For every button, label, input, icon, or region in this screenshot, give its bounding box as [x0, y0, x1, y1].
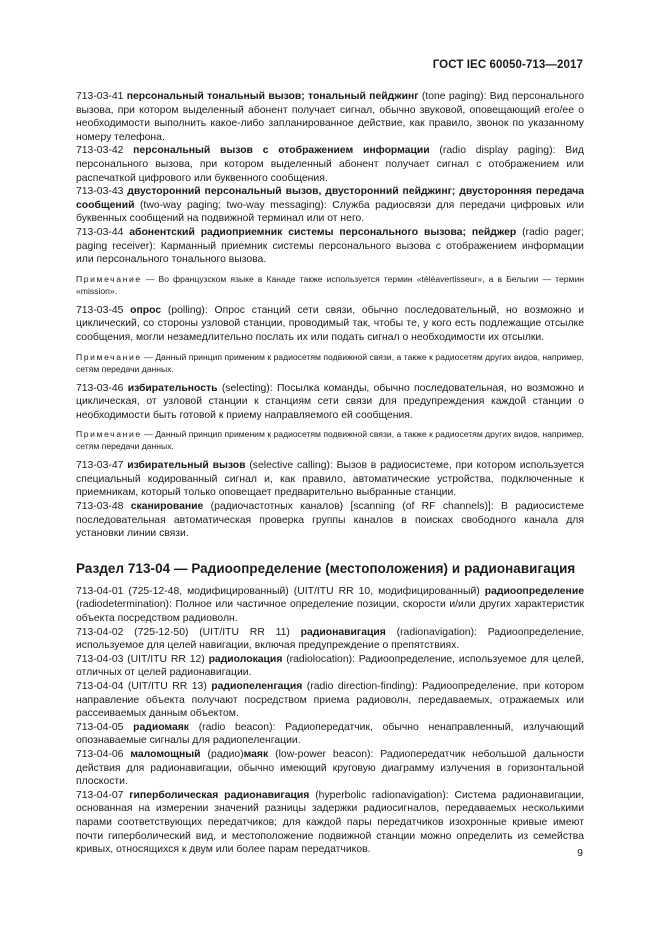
entry-definition: (radiodetermination): Полное или частичное определение позиции, скорости и/или других характеристик объекта посредством радиоволн. [76, 599, 584, 625]
entry-definition: (radionavigation): Радиоопределение, используемое для целей навигации, включая предупреждение о препятствиях. [76, 626, 584, 652]
entry-713-03-48 [76, 500, 584, 541]
entry-number: 713-04-03 (UIT/ITU RR 12) [76, 653, 209, 665]
document-header: ГОСТ IEC 60050-713—2017 [432, 59, 583, 71]
entry-number: 713-03-45 [76, 304, 124, 316]
note-text: — Во французском языке в Канаде также используется термин «téléavertisseur», а в Бельгии — термин «mission». [76, 273, 584, 296]
entry-term: гиперболическая радионавигация [129, 789, 310, 801]
section-title: Раздел 713-04 — Радиоопределение (местоположения) и радионавигация [76, 560, 576, 576]
note-label: Примечание [76, 351, 142, 362]
entry-713-04-04 [76, 680, 584, 721]
entry-definition: (радиочастотных каналов) [scanning (of RF channels)]: В радиосистеме последовательная автоматическая проверка группы каналов в поисках свободного канала для установки линии связи. [76, 501, 584, 540]
note-label: Примечание [76, 429, 142, 440]
entry-713-03-43 [76, 185, 584, 226]
entry-definition: (radio beacon): Радиопередатчик, обычно ненаправленный, излучающий опознаваемые сигналы для радиопеленгации. [76, 721, 585, 747]
entry-term: абонентский радиоприемник системы персонального вызова; пейджер [129, 226, 517, 238]
entry-713-04-02 [76, 626, 584, 653]
entry-definition: (low-power beacon): Радиопередатчик небольшой дальности действия для радионавигации, обычно имеющий круговую диаграмму излучения в горизонтальной плоскости. [76, 748, 584, 788]
entry-number: 713-04-07 [76, 789, 130, 801]
page-content [76, 90, 584, 857]
entry-term: двусторонний персональный вызов, двусторонний пейджинг; двусторонняя передача сообщений [76, 186, 585, 211]
entry-713-03-46 [76, 382, 584, 423]
entry-term: радиомаяк [133, 721, 190, 733]
entry-term: радиоопределение [484, 585, 584, 597]
entry-713-04-03 [76, 653, 584, 680]
entry-definition: (radiolocation): Радиоопределение, используемое для целей, отличных от целей радионавигации. [76, 653, 584, 679]
note-label: Примечание [76, 273, 142, 284]
entry-term: персональный тональный вызов; тональный пейджинг [126, 91, 419, 102]
entry-number: 713-04-04 (UIT/ITU RR 13) [76, 681, 212, 692]
entry-term: избирательный вызов [127, 460, 246, 472]
entry-number: 713-04-06 [76, 748, 131, 760]
entry-713-04-07 [76, 789, 584, 857]
entry-term: радионавигация [300, 626, 386, 638]
entry-number: 713-04-01 (725-12-48, модифицированный) (UIT/ITU RR 10, модифицированный) [76, 585, 485, 597]
entry-number: 713-03-42 [76, 145, 124, 157]
entry-definition: (tone paging): Вид персонального вызова, при котором выделенный абонент получает сигнал, обычно звуковой, оповещающий его/ее о необходимости выполнить какое-либо запланированное действие, как правило, звонок по указанному номеру телефона. [76, 91, 585, 143]
entry-number: 713-03-44 [76, 226, 124, 238]
entry-713-04-01 [76, 585, 584, 626]
entry-term: избирательность [127, 382, 218, 394]
entry-term: маяк [243, 748, 269, 760]
entry-term: радиолокация [208, 653, 283, 665]
entry-definition: (radio direction-finding): Радиоопределение, при котором направление объекта получают посредством приема радиоволн, передаваемых, отражаемых или рассеиваемых данным объектом. [76, 681, 584, 720]
note-text: — Данный принцип применим к радиосетям подвижной связи, а также к радиосетям других видов, например, сетям передачи данных. [76, 351, 584, 374]
entry-definition: (polling): Опрос станций сети связи, обычно последовательный, но возможно и циклический, со стороны узловой станции, проводимый так, чтобы те, у кого есть подлежащие отсылке сообщения, могли незамедлительно послать их или подать сигнал о необходимости их отсылки. [76, 304, 584, 343]
page-number: 9 [577, 847, 583, 859]
entry-definition: (hyperbolic radionavigation): Система радионавигации, основанная на измерении значений разницы задержки радиосигналов, передаваемых несколькими парами соответствующих передатчиков; для каждой пары передатчиков изохронные кривые имеют почти гиперболический вид, и местоположение подвижной станции можно определить из семейства кривых, относящихся к двум или более парам передатчиков. [76, 789, 584, 856]
entry-713-03-41 [76, 90, 584, 144]
entry-number: 713-04-02 (725-12-50) (UIT/ITU RR 11) [76, 626, 301, 638]
entry-term-optional: (радио) [200, 748, 244, 760]
entry-number: 713-03-46 [76, 382, 124, 394]
entry-number: 713-03-41 [76, 91, 124, 102]
entry-number: 713-03-43 [76, 186, 124, 198]
note-text: — Данный принцип применим к радиосетям подвижной связи, а также к радиосетям других видов, например, сетям передачи данных. [76, 429, 584, 452]
entry-term: сканирование [130, 501, 204, 513]
note-1 [76, 273, 584, 297]
entry-713-03-47 [76, 459, 584, 500]
entry-713-03-44 [76, 226, 584, 267]
entry-713-04-06 [76, 748, 584, 789]
note-2 [76, 351, 584, 375]
entry-definition: (selective calling): Вызов в радиосистеме, при котором используется специальный кодированный сигнал и, как правило, автоматические устройства, подключенные к приемникам, который только оповещает предварительно выбранные станции. [76, 460, 584, 499]
entry-term: радиопеленгация [211, 681, 303, 692]
entry-713-03-42 [76, 144, 584, 185]
note-3 [76, 428, 584, 452]
entry-definition: (two-way paging; two-way messaging): Служба радиосвязи для передачи цифровых или буквенных сообщений на подвижной терминал или от него. [76, 199, 584, 225]
entry-definition: (radio pager; paging receiver): Карманный приемник системы персонального вызова с отображением информации или персонального тонального вызова. [76, 226, 584, 266]
entry-term: маломощный [130, 748, 201, 760]
entry-number: 713-03-48 [76, 501, 124, 513]
entry-number: 713-04-05 [76, 721, 134, 733]
entry-term: опрос [130, 304, 162, 316]
entry-term: персональный вызов с отображением информации [133, 145, 430, 157]
entry-713-03-45 [76, 304, 584, 345]
entry-definition: (selecting): Посылка команды, обычно последовательная, но возможно и циклическая, от узловой станции к станциям сети связи для предупреждения каждой станции о необходимости быть готовой к приему направляемого ей сообщения. [76, 382, 584, 421]
entry-713-04-05 [76, 721, 584, 748]
entry-definition: (radio display paging): Вид персонального вызова, при котором выделенный абонент получает сигнал с отображением или распечаткой цифрового или буквенного сообщения. [76, 145, 584, 184]
entry-number: 713-03-47 [76, 460, 124, 472]
